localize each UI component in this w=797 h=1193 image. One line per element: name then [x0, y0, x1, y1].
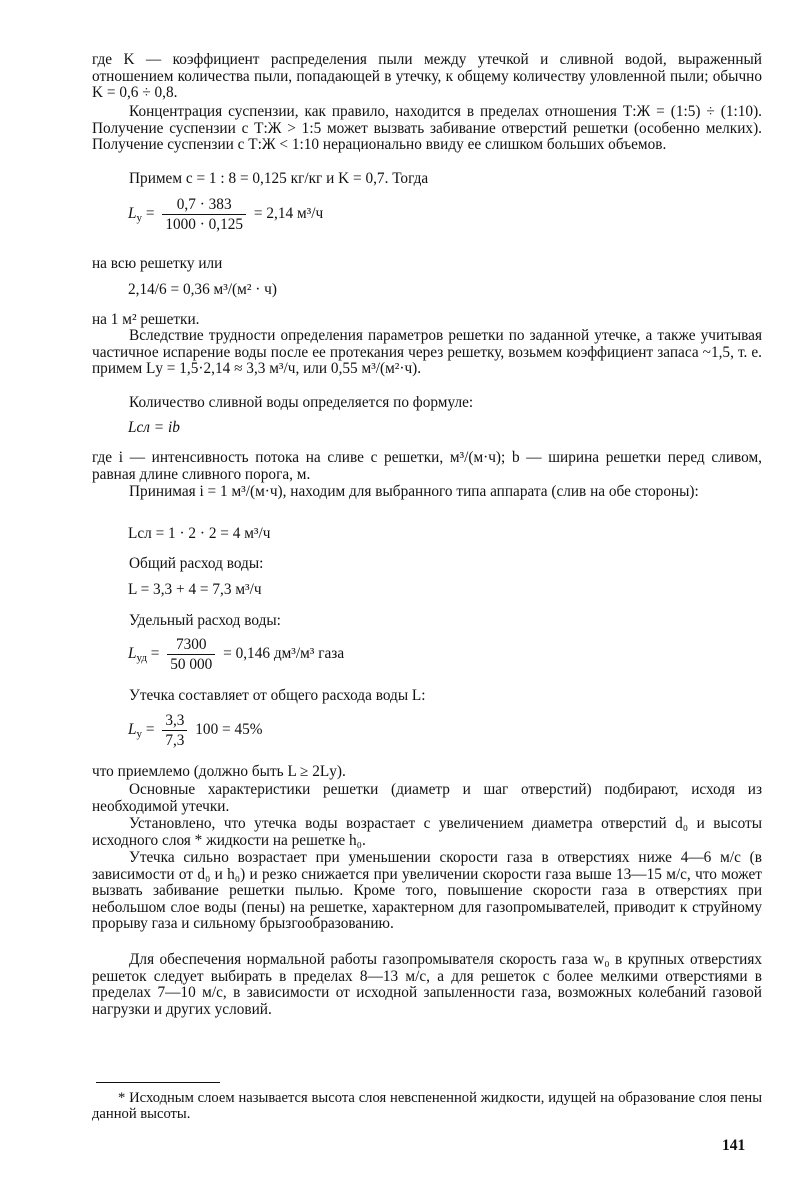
equation-lhs: L	[128, 645, 137, 663]
text-total-water	[92, 556, 762, 573]
equation-text: Lсл = 1 · 2 · 2 = 4 м³/ч	[128, 525, 271, 542]
equation-equals: =	[145, 205, 155, 223]
fraction-numerator: 7300	[167, 636, 215, 655]
paragraph-text: Количество сливной воды определяется по формуле:	[129, 394, 474, 411]
text-acceptable	[92, 764, 762, 781]
paragraph-text: где i — интенсивность потока на сливе с решетки, м³/(м·ч); b — ширина решетки перед сливом, равная длине сливного порога, м.	[92, 449, 762, 483]
paragraph-drain-water	[92, 395, 762, 412]
paragraph-text: Основные характеристики решетки (диаметр и шаг отверстий) подбирают, исходя из необходимой утечки.	[92, 781, 762, 815]
equation-drain-value	[128, 526, 270, 543]
paragraph-text: на всю решетку или	[92, 255, 223, 272]
fraction-numerator: 0,7 · 383	[162, 196, 246, 215]
paragraph-text: Вследствие трудности определения параметров решетки по заданной утечке, а также учитывая частичное испарение воды после ее протекания через решетку, возьмем коэффициент запаса ~1,5, т. е. примем Lу = 1,5·2,14 ≈ 3,3 м³/ч, или 0,55 м³/(м²·ч).	[92, 327, 762, 378]
equation-lhs: L	[128, 205, 137, 223]
paragraph-text: Общий расход воды:	[129, 555, 264, 572]
paragraph-text: Принимая i = 1 м³/(м·ч), находим для выбранного типа аппарата (слив на обе стороны):	[129, 483, 699, 500]
equation-drain-formula	[128, 420, 180, 437]
paragraph-safety-factor	[92, 328, 762, 378]
paragraph-text: Удельный расход воды:	[129, 612, 281, 629]
equation-fraction	[167, 636, 215, 673]
equation-lhs-subscript: уд	[136, 652, 147, 665]
paragraph-text: Установлено, что утечка воды возрастает с увеличением диаметра отверстий d₀ и высоты исходного слоя * жидкости на решетке h₀.	[92, 815, 762, 849]
paragraph-normal-operation	[92, 952, 762, 1018]
equation-equals: =	[145, 721, 155, 739]
equation-text: L = 3,3 + 4 = 7,3 м³/ч	[128, 581, 262, 598]
paragraph-text: на 1 м² решетки.	[92, 311, 200, 328]
paragraph-leakage-increase	[92, 816, 762, 849]
paragraph-text: Утечка сильно возрастает при уменьшении скорости газа в отверстиях ниже 4—6 м/с (в зависимости от d₀ и h₀) и резко снижается при увеличении скорости газа выше 13—15 м/с, что может вызвать забивание решетки пылью. Кроме того, повышение скорости газа в отверстиях при небольшом слое воды (пены) на решетке, характерном для газопромывателей, приводит к струйному прорыву газа и сильному брызгообразованию.	[92, 849, 762, 933]
paragraph-grid-characteristics	[92, 782, 762, 815]
paragraph-suspension-concentration	[92, 104, 762, 154]
equation-rhs: 100 = 45%	[195, 721, 263, 739]
text-whole-grid	[92, 256, 762, 273]
page-number: 141	[722, 1137, 746, 1154]
text-leakage-share	[92, 688, 762, 705]
fraction-denominator: 7,3	[165, 732, 185, 749]
paragraph-text: Для обеспечения нормальной работы газопромывателя скорость газа w₀ в крупных отверстиях решеток следует выбирать в пределах 8—13 м/с, а для решеток с более мелкими отверстиями в пределах 7—10 м/с, в зависимости от исходной запыленности газа, возможных колебаний газовой нагрузки и других условий.	[92, 951, 762, 1018]
fraction-denominator: 50 000	[170, 656, 213, 673]
equation-specific-water	[128, 636, 344, 673]
paragraph-assumption	[92, 171, 762, 188]
paragraph-k-coefficient	[92, 52, 762, 102]
equation-text: Lсл = ib	[128, 419, 180, 436]
paragraph-accepting-intensity	[92, 484, 762, 501]
equation-text: 2,14/6 = 0,36 м³/(м² · ч)	[128, 281, 277, 298]
fraction-denominator: 1000 · 0,125	[165, 216, 244, 233]
paragraph-gas-speed-effect	[92, 850, 762, 933]
equation-lhs-subscript: у	[136, 728, 143, 741]
text-specific-water	[92, 613, 762, 630]
equation-rhs: = 0,146 дм³/м³ газа	[223, 645, 345, 663]
equation-equals: =	[150, 645, 160, 663]
equation-lhs-subscript: у	[136, 212, 143, 225]
fraction-numerator: 3,3	[162, 712, 187, 731]
equation-rhs: = 2,14 м³/ч	[253, 205, 324, 223]
equation-leakage-percent	[128, 712, 263, 749]
equation-lhs: L	[128, 721, 137, 739]
paragraph-text: Концентрация суспензии, как правило, находится в пределах отношения Т:Ж = (1:5) ÷ (1:10). Получение суспензии с Т:Ж > 1:5 может вызвать забивание отверстий решетки (особенно мелких). Получение суспензии с Т:Ж < 1:10 нерационально ввиду ее слишком больших объемов.	[92, 103, 762, 154]
paragraph-text: Примем c = 1 : 8 = 0,125 кг/кг и K = 0,7. Тогда	[129, 170, 429, 187]
equation-fraction	[162, 196, 246, 233]
footnote-divider	[96, 1082, 220, 1083]
paragraph-text: что приемлемо (должно быть L ≥ 2Lу).	[92, 763, 346, 780]
equation-specific-leakage	[128, 282, 277, 299]
paragraph-text: где K — коэффициент распределения пыли между утечкой и сливной водой, выраженный отношением количества пыли, попадающей в утечку, к общему количеству уловленной пыли; обычно K = 0,6 ÷ 0,8.	[92, 51, 762, 102]
paragraph-text: Утечка составляет от общего расхода воды L:	[129, 687, 426, 704]
footnote: * Исходным слоем называется высота слоя невспененной жидкости, идущей на образование слоя пены данной высоты.	[92, 1090, 762, 1123]
paragraph-intensity-definition	[92, 450, 762, 483]
equation-total-water	[128, 582, 262, 599]
equation-leakage	[128, 196, 323, 233]
equation-fraction	[162, 712, 187, 749]
